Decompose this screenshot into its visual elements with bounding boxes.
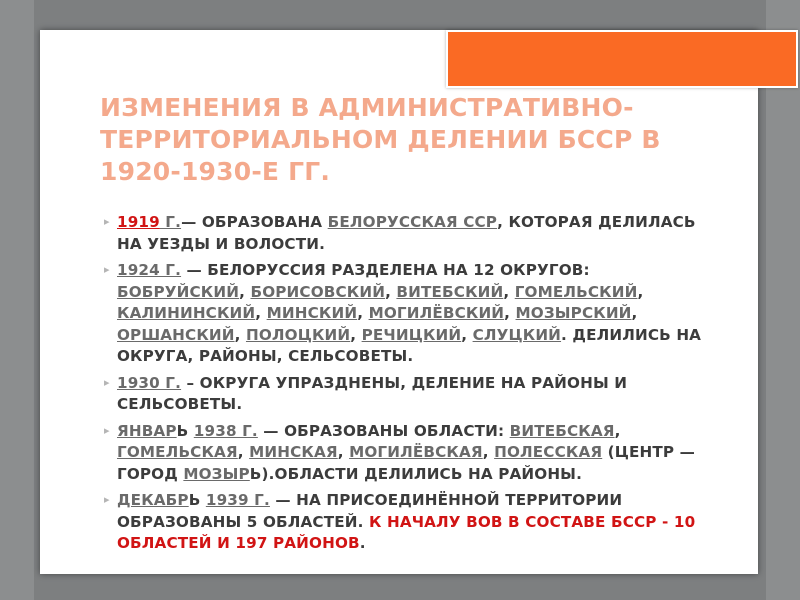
link-okrug[interactable]: БОБРУЙСКИЙ [117,282,240,301]
list-item-1924: ▸ 1924 Г. — БЕЛОРУССИЯ РАЗДЕЛЕНА НА 12 ОКРУГОВ: БОБРУЙСКИЙ, БОРИСОВСКИЙ, ВИТЕБСКИЙ, ГОМЕЛЬСКИЙ, КАЛИНИНСКИЙ, МИНСКИЙ, МОГИЛЁВСКИЙ, МОЗЫРСКИЙ, ОРШАНСКИЙ, ПОЛОЦКИЙ, РЕЧИЦКИЙ, СЛУЦКИЙ. ДЕЛИЛИСЬ НА ОКРУГА, РАЙОНЫ, СЕЛЬСОВЕТЫ. [104,261,702,365]
link-okrug[interactable]: МИНСКИЙ [266,304,358,322]
orange-accent-bar [446,30,798,88]
link-oblast[interactable]: ГОМЕЛЬСКАЯ [117,443,238,461]
link-okrug[interactable]: ПОЛОЦКИЙ [245,325,351,344]
link-1919-g[interactable]: Г. [159,213,182,231]
link-month-december[interactable]: ДЕКАБР [117,491,189,509]
link-year-1938[interactable]: 1938 Г. [193,421,258,440]
link-okrug[interactable]: СЛУЦКИЙ [472,325,562,344]
link-belorusskaya-ssr[interactable]: БЕЛОРУССКАЯ ССР [327,213,498,231]
bullet-icon: ▸ [104,493,110,506]
link-oblast[interactable]: ПОЛЕССКАЯ [494,443,603,461]
year-1930: 1930 Г. [117,373,182,392]
bullet-icon: ▸ [104,375,110,389]
link-oblast[interactable]: МИНСКАЯ [249,443,338,461]
link-okrug[interactable]: ОРШАНСКИЙ [117,325,235,344]
link-okrug[interactable]: КАЛИНИНСКИЙ [117,304,256,322]
list-item-1938: ▸ ЯНВАРЬ 1938 Г. — ОБРАЗОВАНЫ ОБЛАСТИ: ВИТЕБСКАЯ, ГОМЕЛЬСКАЯ, МИНСКАЯ, МОГИЛЁВСКАЯ, ПОЛЕССКАЯ (ЦЕНТР — ГОРОД МОЗЫРЬ).ОБЛАСТИ ДЕЛИЛИСЬ НА РАЙОНЫ. [104,421,695,483]
link-month-january[interactable]: ЯНВАР [117,421,177,440]
bullet-icon: ▸ [104,263,110,276]
list-item-1930: ▸ 1930 Г. – ОКРУГА УПРАЗДНЕНЫ, ДЕЛЕНИЕ НА РАЙОНЫ И СЕЛЬСОВЕТЫ. [104,373,628,413]
link-okrug[interactable]: БОРИСОВСКИЙ [250,282,386,301]
highlight-text: К НАЧАЛУ ВОВ В СОСТАВЕ БССР - 10 ОБЛАСТЕЙ И 197 РАЙОНОВ [117,512,696,552]
link-mozyr[interactable]: МОЗЫР [183,464,250,483]
content-list [104,212,714,560]
link-okrug[interactable]: ВИТЕБСКИЙ [396,282,504,301]
slide-title: ИЗМЕНЕНИЯ В АДМИНИСТРАТИВНО-ТЕРРИТОРИАЛЬНОМ ДЕЛЕНИИ БССР В 1920-1930-Е ГГ. [100,93,661,186]
link-oblast[interactable]: МОГИЛЁВСКАЯ [349,443,483,461]
list-item-1919: ▸ 1919 Г.— ОБРАЗОВАНА БЕЛОРУССКАЯ ССР, КОТОРАЯ ДЕЛИЛАСЬ НА УЕЗДЫ И ВОЛОСТИ. [104,213,696,253]
background-stripe-right [766,0,800,600]
link-okrug[interactable]: ГОМЕЛЬСКИЙ [514,282,638,301]
link-year-1939[interactable]: 1939 Г. [205,491,270,509]
link-oblast[interactable]: ВИТЕБСКАЯ [509,421,615,440]
list-item-1939: ▸ ДЕКАБРЬ 1939 Г. — НА ПРИСОЕДИНЁННОЙ ТЕРРИТОРИИ ОБРАЗОВАНЫ 5 ОБЛАСТЕЙ. К НАЧАЛУ ВОВ В СОСТАВЕ БССР - 10 ОБЛАСТЕЙ И 197 РАЙОНОВ. [104,491,696,552]
link-okrug[interactable]: РЕЧИЦКИЙ [361,325,462,344]
year-1924: 1924 Г. [117,261,182,279]
link-1919[interactable]: 1919 [117,213,160,231]
bullet-icon: ▸ [104,215,110,228]
bullet-icon: ▸ [104,423,110,437]
link-okrug[interactable]: МОЗЫРСКИЙ [515,304,632,322]
link-okrug[interactable]: МОГИЛЁВСКИЙ [368,304,505,322]
background-stripe-left [0,0,34,600]
